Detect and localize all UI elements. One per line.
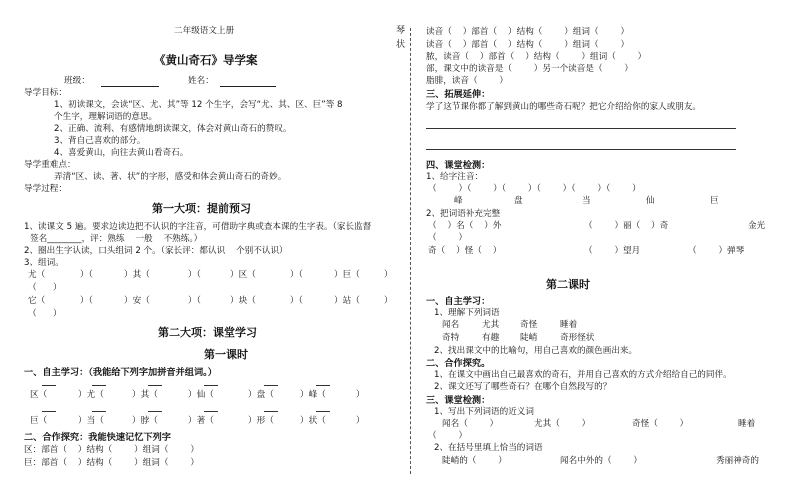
pinyin-cell: ）形（ [248, 416, 274, 426]
check-char: 巨 [710, 196, 719, 206]
word: 陡峭 [520, 333, 538, 343]
preview-line: 2、圈出生字认读，口头组词 2 个。（家长评：都认识 个别不认识） [24, 246, 288, 256]
char-analysis-line: 脂腓，读音（ ） [426, 76, 509, 86]
section-2-title: 第二大项：课堂学习 [158, 326, 257, 339]
pinyin-line [316, 411, 330, 412]
check-item: 1、写出下列词语的近义词 [434, 407, 534, 417]
pinyin-cell: ）盘（ [248, 390, 274, 400]
section-1-title: 第一大项：提前预习 [152, 202, 251, 215]
pinyin-line [42, 385, 56, 386]
fill-cell: （ ）望月 [584, 246, 641, 256]
compose-cell: ）（ [80, 296, 93, 306]
word: 睡着 [560, 320, 578, 330]
pinyin-line [204, 385, 218, 386]
pinyin-cell: ）脖（ [132, 416, 158, 426]
pinyin-cell: ）其（ [132, 390, 158, 400]
compose-cell: ）（ [290, 270, 303, 280]
compose-cell: 尤（ [28, 270, 46, 280]
synonym-cell: 睡着 [738, 419, 756, 429]
synonym-cell: 闻名（ ） [442, 419, 499, 429]
pinyin-line [42, 411, 56, 412]
pinyin-line [148, 411, 162, 412]
compose-cell: ）块（ [230, 296, 256, 306]
pinyin-line [92, 385, 106, 386]
fill-cell: 奇（ ）怪（ ） [428, 246, 502, 256]
self-study-label: 一、自主学习： [426, 296, 491, 307]
self-study-label: 一、自主学习：（我能给下列字加拼音并组词。） [24, 367, 217, 378]
pinyin-cell: 巨（ [30, 416, 48, 426]
pinyin-cell: ） [356, 390, 365, 400]
pinyin-cell: ）著（ [188, 416, 214, 426]
pinyin-cell: ）仙（ [188, 390, 214, 400]
key-points-label: 导学重难点： [24, 160, 76, 170]
fill-cell: （ ） [428, 233, 468, 243]
goals-label: 导学目标： [24, 88, 67, 98]
synonym-cell: （ ） [428, 431, 468, 441]
fill-word-cell: 闻名中外的（ ） [560, 456, 643, 466]
extension-label: 三、拓展延伸： [426, 89, 491, 100]
compose-cell: （ ） [28, 309, 62, 319]
check-label: 四、课堂检测： [426, 160, 491, 171]
pinyin-line [204, 411, 218, 412]
lesson-2-title: 第二课时 [546, 278, 590, 291]
process-label: 导学过程： [24, 184, 67, 194]
page-header: 二年级语文上册 [174, 26, 235, 36]
pinyin-line [264, 411, 278, 412]
coop-line: 巨：部首（ ）结构（ ）组词（ ） [24, 458, 199, 468]
compose-cell: ）其（ [124, 270, 150, 280]
class-label: 班级： [64, 76, 90, 86]
synonym-cell: 尤其（ ） [534, 419, 591, 429]
compose-cell: ）（ [188, 296, 201, 306]
side-mark: 琴 [396, 26, 406, 36]
compose-cell: ）站（ [334, 296, 360, 306]
coop-label: 二、合作探究。 [426, 358, 491, 369]
check-item: 2、把词语补充完整 [426, 209, 501, 219]
pinyin-line [264, 385, 278, 386]
word: 奇形怪状 [560, 333, 595, 343]
pinyin-cell: ）当（ [78, 416, 104, 426]
word: 闻名 [442, 320, 460, 330]
fill-cell: （ ）名（ ）外 [428, 221, 502, 231]
char-analysis-line: 读音（ ）部首（ ）结构（ ）组词（ ） [426, 40, 630, 50]
key-points-text: 弄清“区、读、著、状”的字形，感受和体会黄山奇石的奇妙。 [54, 172, 287, 182]
fill-cell: （ ）丽（ ）奇 [584, 221, 669, 231]
preview-line: 签名________，评：熟练 一般 不熟练。） [30, 234, 203, 244]
name-field[interactable] [220, 77, 276, 87]
pinyin-cell: ） [356, 416, 365, 426]
word: 尤其 [482, 320, 500, 330]
word: 有趣 [482, 333, 500, 343]
pinyin-line [316, 385, 330, 386]
check-item: 2、在括号里填上恰当的词语 [434, 443, 543, 453]
check-char: 峰 [454, 196, 463, 206]
side-mark: 状 [396, 40, 406, 50]
right-column [420, 0, 794, 482]
fill-word-cell: 陡峭的（ ） [442, 456, 507, 466]
class-field[interactable] [101, 77, 159, 87]
goal-line: 个生字，理解词语的意思。 [54, 112, 158, 122]
check-item: 1、给字注音： [426, 172, 484, 182]
coop-item: 1、在课文中画出自己最喜欢的奇石，并用自己喜欢的方式介绍给自己的同伴。 [434, 370, 732, 380]
compose-cell: ） [384, 270, 393, 280]
compose-cell: ）（ [188, 270, 201, 280]
synonym-cell: 奇怪（ ） [632, 419, 689, 429]
coop-item: 2、课文还写了哪些奇石？在哪个自然段写的？ [434, 382, 612, 392]
char-analysis-line: 读音（ ）部首（ ）结构（ ）组词（ ） [426, 27, 630, 37]
coop-label: 二、合作探究：我能快速记忆下列字 [24, 432, 171, 443]
check-char: 当 [582, 196, 591, 206]
compose-cell: （ ） [28, 283, 62, 293]
check-char: 盘 [514, 196, 523, 206]
pinyin-line [148, 385, 162, 386]
pinyin-cell: 区（ [30, 390, 48, 400]
preview-line: 3、组词。 [24, 258, 64, 268]
check-char: 仙 [646, 196, 655, 206]
pinyin-cell: ）状（ [300, 416, 326, 426]
check-label: 三、课堂检测： [426, 395, 491, 406]
goal-line: 1、初读课文，会读“区、尤、其”等 12 个生字，会写“尤、其、区、巨”等 8 [54, 100, 343, 110]
self-study-item: 2、找出课文中的比喻句，用自己喜欢的颜色画出来。 [434, 346, 638, 356]
goal-line: 4、喜爱黄山，向往去黄山看奇石。 [54, 148, 189, 158]
answer-line [426, 149, 736, 150]
lesson-1-title: 第一课时 [204, 348, 248, 361]
pinyin-cell: ）峰（ [300, 390, 326, 400]
self-study-item: 1、理解下列词语 [434, 308, 500, 318]
char-analysis-line: 脓，读音（ ）部首（ ）结构（ ）组词（ ） [426, 52, 647, 62]
answer-line [426, 128, 736, 129]
goal-line: 2、正确、流利、有感情地朗读课文，体会对黄山奇石的赞叹。 [54, 124, 292, 134]
worksheet-title: 《黄山奇石》导学案 [154, 53, 258, 67]
pinyin-parens: （ ）（ ）（ ）（ ）（ ）（ ） [428, 184, 641, 194]
pinyin-line [92, 411, 106, 412]
word: 奇怪 [520, 320, 538, 330]
compose-cell: ）区（ [230, 270, 256, 280]
column-divider [410, 28, 411, 474]
compose-cell: 它（ [28, 296, 46, 306]
char-analysis-line: 部，课文中的读音是（ ）另一个读音是（ ） [426, 64, 633, 74]
goal-line: 3、背自己喜欢的部分。 [54, 136, 146, 146]
name-label: 姓名： [188, 76, 214, 86]
word: 奇特 [442, 333, 460, 343]
compose-cell: ）（ [290, 296, 303, 306]
fill-cell: （ ）弹琴 [688, 246, 745, 256]
compose-cell: ） [384, 296, 393, 306]
fill-word-cell: 秀丽神奇的 [716, 456, 759, 466]
compose-cell: ）安（ [124, 296, 150, 306]
coop-line: 区：部首（ ）结构（ ）组词（ ） [24, 445, 199, 455]
fill-cell: 金光 [748, 221, 766, 231]
preview-line: 1、读课文 5 遍。要求边读边把不认识的字注音，可借助字典或查本课的生字表。（家长监督 [24, 222, 372, 232]
pinyin-cell: ）尤（ [78, 390, 104, 400]
compose-cell: ）巨（ [334, 270, 360, 280]
extension-text: 学了这节课你都了解到黄山的哪些奇石呢？把它介绍给你的家人或朋友。 [426, 102, 702, 112]
compose-cell: ）（ [80, 270, 93, 280]
